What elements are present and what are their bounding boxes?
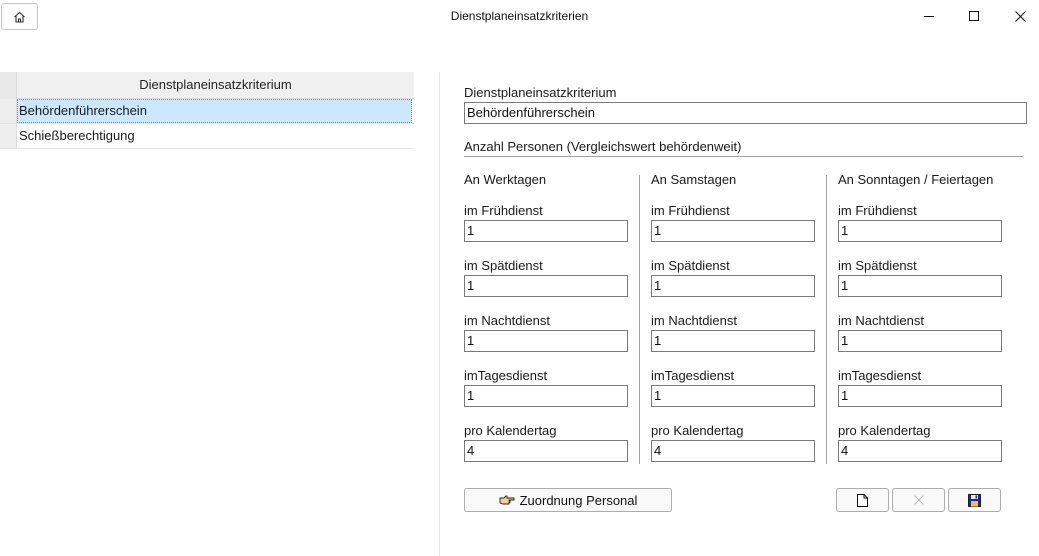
field-label: im Frühdienst bbox=[838, 203, 917, 218]
field-label: im Nachtdienst bbox=[464, 313, 550, 328]
close-icon bbox=[1015, 11, 1026, 22]
list-item[interactable] bbox=[0, 124, 414, 149]
sunday-night-shift-input[interactable]: 1 bbox=[838, 330, 1002, 352]
maximize-button[interactable] bbox=[951, 0, 997, 32]
column-title-weekdays: An Werktagen bbox=[464, 172, 547, 187]
field-label: im Spätdienst bbox=[464, 258, 543, 273]
saturday-per-day-input[interactable]: 4 bbox=[651, 440, 815, 462]
sunday-late-shift-input[interactable]: 1 bbox=[838, 275, 1002, 297]
field-label: im Spätdienst bbox=[838, 258, 917, 273]
field-label: pro Kalendertag bbox=[838, 423, 931, 438]
assign-staff-label: Zuordnung Personal bbox=[519, 492, 638, 508]
minimize-icon bbox=[924, 11, 935, 22]
section-divider bbox=[464, 156, 1023, 157]
column-title-saturdays: An Samstagen bbox=[651, 172, 737, 187]
weekday-early-shift-input[interactable]: 1 bbox=[464, 220, 628, 242]
field-label: im Frühdienst bbox=[651, 203, 730, 218]
weekday-day-shift-input[interactable]: 1 bbox=[464, 385, 628, 407]
minimize-button[interactable] bbox=[906, 0, 952, 32]
list-header-label[interactable]: Dienstplaneinsatzkriterium bbox=[139, 77, 292, 92]
field-label: pro Kalendertag bbox=[464, 423, 557, 438]
saturday-night-shift-input[interactable]: 1 bbox=[651, 330, 815, 352]
column-separator bbox=[639, 175, 640, 464]
field-label: imTagesdienst bbox=[464, 368, 548, 383]
list-header bbox=[0, 72, 414, 99]
saturday-late-shift-input[interactable]: 1 bbox=[651, 275, 815, 297]
list-item-label[interactable]: Schießberechtigung bbox=[19, 128, 135, 143]
field-label: im Nachtdienst bbox=[651, 313, 737, 328]
delete-button[interactable] bbox=[892, 488, 945, 512]
section-title: Anzahl Personen (Vergleichswert behördenweit) bbox=[464, 139, 742, 154]
panel-divider[interactable] bbox=[439, 72, 440, 556]
saturday-early-shift-input[interactable]: 1 bbox=[651, 220, 815, 242]
weekday-per-day-input[interactable]: 4 bbox=[464, 440, 628, 462]
weekday-night-shift-input[interactable]: 1 bbox=[464, 330, 628, 352]
sunday-day-shift-input[interactable]: 1 bbox=[838, 385, 1002, 407]
new-document-icon bbox=[857, 494, 868, 507]
close-button[interactable] bbox=[997, 0, 1039, 32]
save-button[interactable] bbox=[948, 488, 1001, 512]
list-item-label[interactable]: Behördenführerschein bbox=[17, 99, 412, 123]
delete-x-icon bbox=[914, 495, 924, 505]
row-header-corner bbox=[0, 72, 17, 99]
column-title-sundays-holidays: An Sonntagen / Feiertagen bbox=[838, 172, 994, 187]
assign-staff-button[interactable] bbox=[464, 488, 672, 512]
saturday-day-shift-input[interactable]: 1 bbox=[651, 385, 815, 407]
sunday-per-day-input[interactable]: 4 bbox=[838, 440, 1002, 462]
field-label: im Frühdienst bbox=[464, 203, 543, 218]
list-item[interactable] bbox=[0, 99, 414, 124]
save-disk-icon bbox=[968, 494, 981, 507]
criterion-label: Dienstplaneinsatzkriterium bbox=[464, 85, 617, 100]
window-title: Dienstplaneinsatzkriterien bbox=[450, 9, 589, 23]
criterion-input[interactable]: Behördenführerschein bbox=[464, 102, 1027, 124]
field-label: imTagesdienst bbox=[838, 368, 922, 383]
criteria-list bbox=[0, 72, 414, 149]
new-button[interactable] bbox=[836, 488, 889, 512]
row-header[interactable] bbox=[0, 124, 17, 148]
field-label: im Nachtdienst bbox=[838, 313, 924, 328]
field-label: imTagesdienst bbox=[651, 368, 735, 383]
column-separator bbox=[826, 175, 827, 464]
field-label: pro Kalendertag bbox=[651, 423, 744, 438]
maximize-icon bbox=[969, 11, 980, 22]
sunday-early-shift-input[interactable]: 1 bbox=[838, 220, 1002, 242]
weekday-late-shift-input[interactable]: 1 bbox=[464, 275, 628, 297]
row-header[interactable] bbox=[0, 99, 17, 123]
pointing-hand-icon bbox=[499, 494, 516, 506]
field-label: im Spätdienst bbox=[651, 258, 730, 273]
